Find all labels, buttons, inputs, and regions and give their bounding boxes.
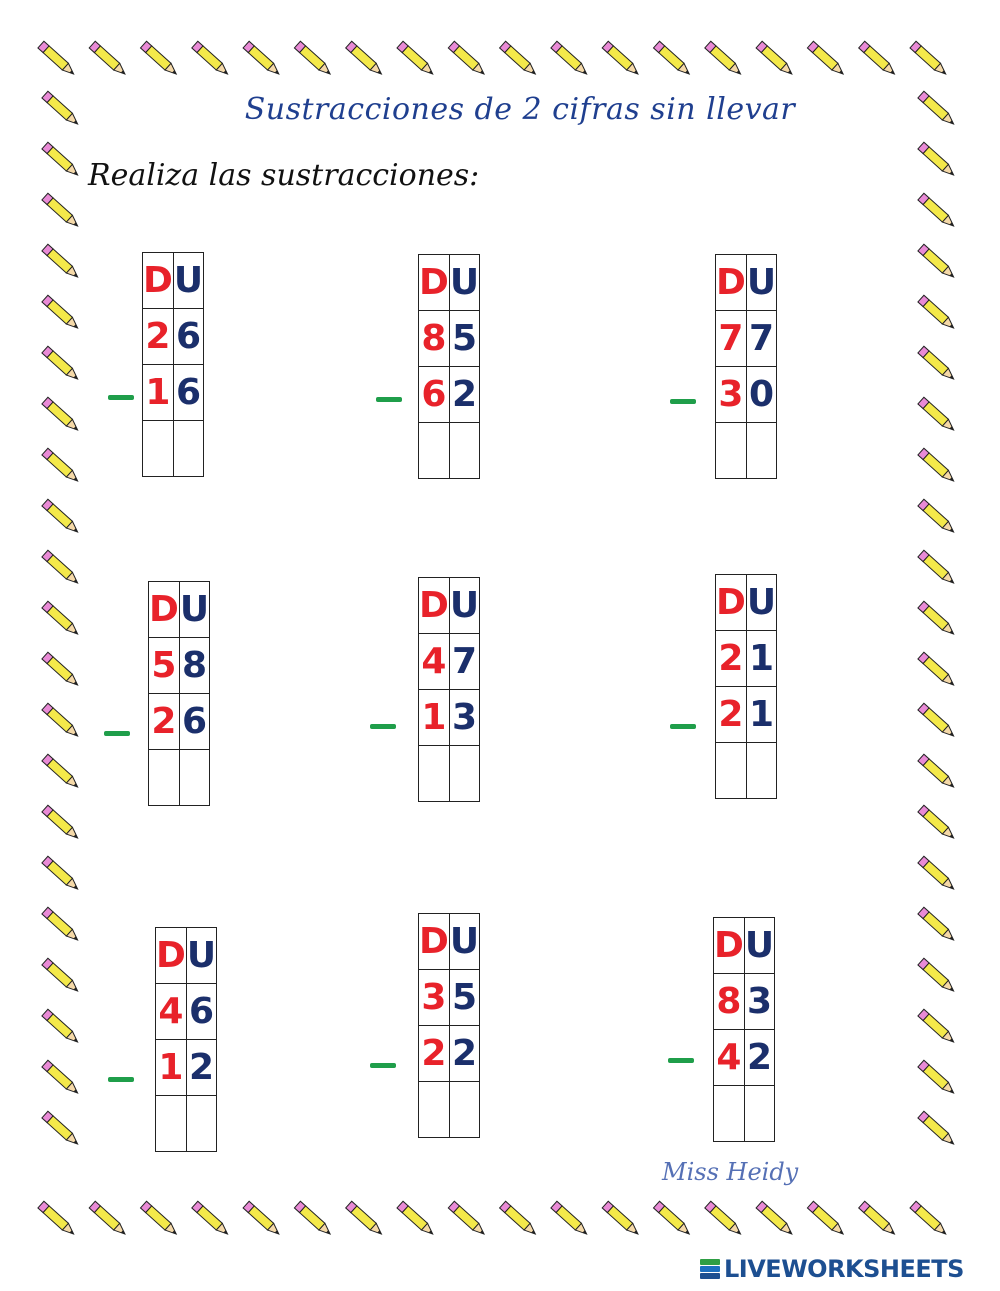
- pencil-icon: [918, 703, 957, 739]
- minuend-row: [716, 311, 777, 367]
- pencil-icon: [551, 1201, 590, 1237]
- answer-row: [714, 1086, 775, 1142]
- pencil-icon: [918, 805, 957, 841]
- pencil-icon: [192, 41, 231, 77]
- subtrahend-row: [149, 694, 210, 750]
- minus-sign-icon: [376, 397, 402, 402]
- subtrahend-row: [419, 367, 480, 423]
- pencil-icon: [42, 346, 81, 382]
- answer-row: [156, 1096, 217, 1152]
- answer-row: [419, 1082, 480, 1138]
- answer-cell-units[interactable]: [186, 1096, 216, 1152]
- pencil-icon: [500, 41, 539, 77]
- pencil-icon: [918, 295, 957, 331]
- place-header-units: U: [449, 255, 479, 311]
- place-header-tens: D: [419, 255, 450, 311]
- pencil-icon: [918, 652, 957, 688]
- answer-cell-units[interactable]: [173, 421, 203, 477]
- pencil-icon: [918, 448, 957, 484]
- digit-cell-tens: 3: [419, 970, 450, 1026]
- answer-row: [716, 423, 777, 479]
- pencil-icon: [918, 550, 957, 586]
- place-header-units: U: [744, 918, 774, 974]
- place-value-table: [713, 917, 775, 1142]
- digit-cell-tens: 1: [156, 1040, 187, 1096]
- header-row: [419, 255, 480, 311]
- header-row: [419, 578, 480, 634]
- pencil-icon: [89, 41, 128, 77]
- pencil-icon: [42, 703, 81, 739]
- pencil-icon: [602, 41, 641, 77]
- minuend-row: [419, 970, 480, 1026]
- minuend-row: [419, 311, 480, 367]
- pencil-icon: [859, 1201, 898, 1237]
- header-row: [714, 918, 775, 974]
- pencil-icon: [192, 1201, 231, 1237]
- digit-cell-units: 2: [744, 1030, 774, 1086]
- pencil-icon: [918, 193, 957, 229]
- pencil-icon: [918, 244, 957, 280]
- pencil-icon: [807, 1201, 846, 1237]
- digit-cell-tens: 1: [143, 365, 174, 421]
- pencil-icon: [705, 1201, 744, 1237]
- place-value-table: [142, 252, 204, 477]
- place-value-table: [418, 913, 480, 1138]
- digit-cell-tens: 2: [419, 1026, 450, 1082]
- digit-cell-units: 3: [449, 690, 479, 746]
- place-header-tens: D: [716, 575, 747, 631]
- place-header-units: U: [746, 575, 776, 631]
- answer-cell-units[interactable]: [744, 1086, 774, 1142]
- place-value-table: [715, 574, 777, 799]
- answer-row: [149, 750, 210, 806]
- pencil-icon: [42, 652, 81, 688]
- digit-cell-units: 1: [746, 631, 776, 687]
- digit-cell-tens: 8: [419, 311, 450, 367]
- pencil-icon: [918, 907, 957, 943]
- pencil-icon: [705, 41, 744, 77]
- pencil-icon: [918, 1060, 957, 1096]
- pencil-icon: [140, 1201, 179, 1237]
- digit-cell-tens: 6: [419, 367, 450, 423]
- pencil-icon: [42, 907, 81, 943]
- subtrahend-row: [419, 1026, 480, 1082]
- digit-cell-units: 5: [449, 970, 479, 1026]
- minus-sign-icon: [108, 395, 134, 400]
- digit-cell-tens: 7: [716, 311, 747, 367]
- pencil-icon: [448, 41, 487, 77]
- digit-cell-units: 8: [179, 638, 209, 694]
- pencil-icon: [42, 958, 81, 994]
- answer-cell-tens[interactable]: [156, 1096, 187, 1152]
- digit-cell-tens: 2: [716, 687, 747, 743]
- pencil-icon: [42, 91, 81, 127]
- digit-cell-units: 2: [449, 1026, 479, 1082]
- answer-cell-units[interactable]: [746, 423, 776, 479]
- pencil-icon: [918, 142, 957, 178]
- pencil-icon: [653, 41, 692, 77]
- digit-cell-units: 6: [173, 309, 203, 365]
- answer-cell-tens[interactable]: [714, 1086, 745, 1142]
- pencil-icon: [42, 295, 81, 331]
- pencil-icon: [294, 41, 333, 77]
- answer-row: [419, 423, 480, 479]
- minus-sign-icon: [670, 399, 696, 404]
- minuend-row: [714, 974, 775, 1030]
- pencil-icon: [42, 244, 81, 280]
- pencil-icon: [910, 1201, 949, 1237]
- logo-icon: [700, 1259, 720, 1280]
- pencil-icon: [243, 41, 282, 77]
- answer-cell-tens[interactable]: [419, 746, 450, 802]
- digit-cell-units: 3: [744, 974, 774, 1030]
- digit-cell-tens: 4: [714, 1030, 745, 1086]
- pencil-icon: [918, 754, 957, 790]
- place-header-tens: D: [149, 582, 180, 638]
- answer-cell-units[interactable]: [179, 750, 209, 806]
- minus-sign-icon: [668, 1058, 694, 1063]
- header-row: [149, 582, 210, 638]
- place-header-units: U: [449, 578, 479, 634]
- pencil-icon: [42, 805, 81, 841]
- pencil-icon: [42, 754, 81, 790]
- instruction-text: Realiza las sustracciones:: [88, 158, 480, 193]
- pencil-icon: [918, 601, 957, 637]
- minus-sign-icon: [108, 1077, 134, 1082]
- pencil-icon: [346, 41, 385, 77]
- answer-cell-units[interactable]: [449, 1082, 479, 1138]
- pencil-icon: [42, 499, 81, 535]
- subtrahend-row: [419, 690, 480, 746]
- digit-cell-tens: 8: [714, 974, 745, 1030]
- pencil-icon: [807, 41, 846, 77]
- place-value-table: [155, 927, 217, 1152]
- subtrahend-row: [716, 367, 777, 423]
- digit-cell-tens: 2: [143, 309, 174, 365]
- place-header-tens: D: [714, 918, 745, 974]
- pencil-icon: [653, 1201, 692, 1237]
- digit-cell-units: 2: [186, 1040, 216, 1096]
- place-header-tens: D: [143, 253, 174, 309]
- signature: Miss Heidy: [662, 1158, 799, 1186]
- answer-cell-tens[interactable]: [419, 1082, 450, 1138]
- pencil-icon: [602, 1201, 641, 1237]
- pencil-icon: [243, 1201, 282, 1237]
- subtrahend-row: [716, 687, 777, 743]
- header-row: [419, 914, 480, 970]
- pencil-icon: [859, 41, 898, 77]
- answer-row: [716, 743, 777, 799]
- minus-sign-icon: [670, 724, 696, 729]
- pencil-icon: [918, 346, 957, 382]
- digit-cell-tens: 3: [716, 367, 747, 423]
- pencil-icon: [397, 1201, 436, 1237]
- header-row: [716, 255, 777, 311]
- pencil-icon: [918, 91, 957, 127]
- minus-sign-icon: [370, 1063, 396, 1068]
- answer-cell-units[interactable]: [449, 423, 479, 479]
- minuend-row: [156, 984, 217, 1040]
- pencil-icon: [918, 397, 957, 433]
- header-row: [143, 253, 204, 309]
- place-header-units: U: [179, 582, 209, 638]
- place-header-units: U: [746, 255, 776, 311]
- subtrahend-row: [714, 1030, 775, 1086]
- brand-logo: [700, 1255, 964, 1283]
- place-value-table: [418, 254, 480, 479]
- pencil-icon: [346, 1201, 385, 1237]
- pencil-icon: [42, 601, 81, 637]
- place-header-tens: D: [419, 578, 450, 634]
- pencil-icon: [918, 856, 957, 892]
- place-header-units: U: [173, 253, 203, 309]
- place-value-table: [418, 577, 480, 802]
- pencil-icon: [42, 448, 81, 484]
- pencil-icon: [42, 142, 81, 178]
- place-header-tens: D: [156, 928, 187, 984]
- digit-cell-tens: 1: [419, 690, 450, 746]
- place-header-tens: D: [716, 255, 747, 311]
- minuend-row: [149, 638, 210, 694]
- header-row: [156, 928, 217, 984]
- digit-cell-tens: 2: [149, 694, 180, 750]
- digit-cell-units: 5: [449, 311, 479, 367]
- digit-cell-units: 7: [746, 311, 776, 367]
- digit-cell-units: 6: [173, 365, 203, 421]
- answer-cell-tens[interactable]: [419, 423, 450, 479]
- digit-cell-tens: 5: [149, 638, 180, 694]
- pencil-icon: [42, 1009, 81, 1045]
- digit-cell-tens: 4: [156, 984, 187, 1040]
- page-title: Sustracciones de 2 cifras sin llevar: [244, 92, 796, 127]
- answer-cell-units[interactable]: [449, 746, 479, 802]
- answer-row: [143, 421, 204, 477]
- pencil-icon: [294, 1201, 333, 1237]
- pencil-icon: [918, 958, 957, 994]
- answer-cell-tens[interactable]: [716, 743, 747, 799]
- pencil-icon: [910, 41, 949, 77]
- minuend-row: [716, 631, 777, 687]
- minus-sign-icon: [104, 731, 130, 736]
- pencil-icon: [551, 41, 590, 77]
- digit-cell-units: 0: [746, 367, 776, 423]
- pencil-icon: [448, 1201, 487, 1237]
- answer-cell-tens[interactable]: [716, 423, 747, 479]
- place-value-table: [715, 254, 777, 479]
- digit-cell-tens: 2: [716, 631, 747, 687]
- pencil-icon: [42, 550, 81, 586]
- pencil-icon: [42, 1060, 81, 1096]
- subtrahend-row: [156, 1040, 217, 1096]
- pencil-icon: [756, 41, 795, 77]
- digit-cell-tens: 4: [419, 634, 450, 690]
- place-value-table: [148, 581, 210, 806]
- pencil-icon: [38, 41, 77, 77]
- pencil-icon: [38, 1201, 77, 1237]
- pencil-icon: [918, 1111, 957, 1147]
- pencil-icon: [500, 1201, 539, 1237]
- digit-cell-units: 6: [186, 984, 216, 1040]
- answer-cell-tens[interactable]: [149, 750, 180, 806]
- answer-cell-units[interactable]: [746, 743, 776, 799]
- minus-sign-icon: [370, 724, 396, 729]
- pencil-icon: [918, 499, 957, 535]
- pencil-icon: [918, 1009, 957, 1045]
- pencil-icon: [42, 856, 81, 892]
- pencil-icon: [42, 397, 81, 433]
- header-row: [716, 575, 777, 631]
- place-header-units: U: [449, 914, 479, 970]
- minuend-row: [419, 634, 480, 690]
- pencil-icon: [397, 41, 436, 77]
- answer-cell-tens[interactable]: [143, 421, 174, 477]
- digit-cell-units: 2: [449, 367, 479, 423]
- brand-text: LIVEWORKSHEETS: [724, 1255, 964, 1283]
- digit-cell-units: 6: [179, 694, 209, 750]
- place-header-tens: D: [419, 914, 450, 970]
- pencil-icon: [756, 1201, 795, 1237]
- subtrahend-row: [143, 365, 204, 421]
- pencil-icon: [42, 193, 81, 229]
- place-header-units: U: [186, 928, 216, 984]
- pencil-icon: [140, 41, 179, 77]
- pencil-icon: [89, 1201, 128, 1237]
- pencil-icon: [42, 1111, 81, 1147]
- digit-cell-units: 1: [746, 687, 776, 743]
- minuend-row: [143, 309, 204, 365]
- answer-row: [419, 746, 480, 802]
- digit-cell-units: 7: [449, 634, 479, 690]
